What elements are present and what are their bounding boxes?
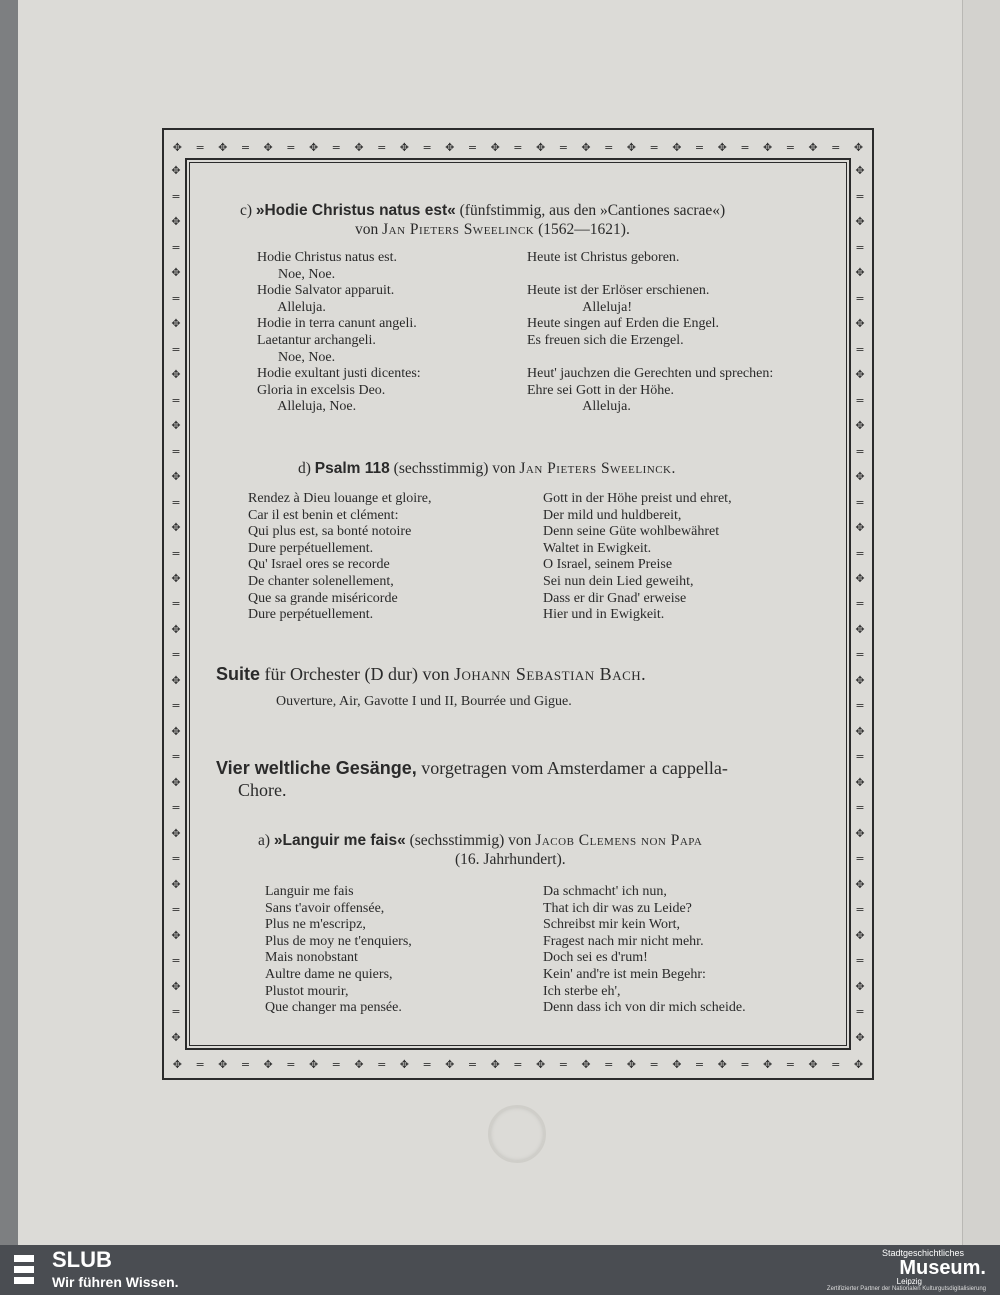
ornament-bar-icon: = xyxy=(855,444,865,458)
ornament-bar-icon: = xyxy=(855,597,865,611)
ornament-flower-icon: ✥ xyxy=(855,317,865,331)
section-c-german-text xyxy=(527,250,773,416)
verse-line: Rendez à Dieu louange et gloire, xyxy=(248,491,432,506)
verse-line: Languir me fais xyxy=(265,884,354,899)
ornament-bar-icon: = xyxy=(855,495,865,509)
verse-line: O Israel, seinem Preise xyxy=(543,557,673,573)
ornament-flower-icon: ✥ xyxy=(626,1057,637,1071)
ornament-flower-icon: ✥ xyxy=(855,571,865,585)
verse-line: Waltet in Ewigkeit. xyxy=(543,540,652,556)
ornament-flower-icon: ✥ xyxy=(171,164,181,178)
section-c-description: (fünfstimmig, aus den »Cantiones sacrae«) xyxy=(455,202,726,219)
ornament-flower-icon: ✥ xyxy=(855,164,865,178)
ornament-flower-icon: ✥ xyxy=(445,140,455,154)
ornament-flower-icon: ✥ xyxy=(171,521,181,535)
section-d-description: (sechsstimmig) von xyxy=(389,460,520,477)
verse-line: Schreibst mir kein Wort, xyxy=(543,917,681,933)
ornament-flower-icon: ✥ xyxy=(171,266,181,280)
ornament-bar-icon: = xyxy=(171,597,181,611)
ornament-flower-icon: ✥ xyxy=(581,140,591,154)
ornament-bar-icon: = xyxy=(195,140,205,154)
ornament-flower-icon: ✥ xyxy=(399,140,409,154)
ornament-bar-icon: = xyxy=(467,140,478,154)
ornament-bar-icon: = xyxy=(513,140,523,154)
ornament-flower-icon: ✥ xyxy=(855,622,865,636)
suite-title: Suite xyxy=(216,664,261,684)
verse-line: Dure perpétuellement. xyxy=(248,540,374,556)
section-d-title: Psalm 118 xyxy=(314,460,390,477)
ornament-flower-icon: ✥ xyxy=(626,140,637,154)
verse-line: Gloria in excelsis Deo. xyxy=(257,382,386,398)
ornament-bar-icon: = xyxy=(604,1057,614,1071)
ornament-bar-icon: = xyxy=(855,801,865,815)
section-d-composer: Jan Pieters Sweelinck. xyxy=(519,460,676,477)
section-c-dates: (1562—1621). xyxy=(534,221,630,238)
verse-line: Hodie Salvator apparuit. xyxy=(257,283,395,299)
ornament-bar-icon: = xyxy=(171,648,181,662)
ornament-bar-icon: = xyxy=(286,140,296,154)
verse-line: Que sa grande miséricorde xyxy=(248,590,398,606)
verse-line: Noe, Noe. xyxy=(257,266,336,282)
ornament-bar-icon: = xyxy=(855,954,865,968)
ornament-bar-icon: = xyxy=(855,699,865,713)
verse-line: Hodie Christus natus est. xyxy=(257,250,397,265)
ornament-bar-icon: = xyxy=(831,1057,841,1071)
ornament-bar-icon: = xyxy=(171,495,181,509)
ornament-flower-icon: ✥ xyxy=(171,724,181,738)
suite-heading xyxy=(216,664,646,685)
ornament-flower-icon: ✥ xyxy=(853,140,864,154)
ornament-bar-icon: = xyxy=(240,140,251,154)
ornament-flower-icon: ✥ xyxy=(354,140,364,154)
museum-name[interactable]: Museum. xyxy=(899,1257,986,1279)
verse-line: Heute ist Christus geboren. xyxy=(527,250,680,265)
ornament-bar-icon: = xyxy=(513,1057,523,1071)
section-a-label: a) xyxy=(258,832,274,849)
ornament-flower-icon: ✥ xyxy=(172,1057,182,1071)
ornament-flower-icon: ✥ xyxy=(263,140,273,154)
ornament-bar-icon: = xyxy=(558,140,568,154)
ornament-flower-icon: ✥ xyxy=(171,826,181,840)
section-c-label: c) xyxy=(240,202,256,219)
ornament-bar-icon: = xyxy=(195,1057,205,1071)
ornament-flower-icon: ✥ xyxy=(171,419,181,433)
ornament-bar-icon: = xyxy=(855,291,865,305)
verse-line: Alleluja. xyxy=(527,399,631,415)
section-d-german-text xyxy=(543,491,732,624)
ornament-flower-icon: ✥ xyxy=(171,470,181,484)
section-d-french-text xyxy=(248,491,431,624)
ornament-flower-icon: ✥ xyxy=(855,673,865,687)
ornament-flower-icon: ✥ xyxy=(855,775,865,789)
section-a-german-text xyxy=(543,884,746,1017)
museum-certification-note: Zertifizierter Partner der Nationalen Kulturgutsdigitalisierung xyxy=(826,1286,986,1292)
ornament-bar-icon: = xyxy=(855,903,865,917)
ornament-flower-icon: ✥ xyxy=(171,1030,181,1044)
ornament-bar-icon: = xyxy=(855,852,865,866)
ornament-flower-icon: ✥ xyxy=(855,368,865,382)
ornament-bar-icon: = xyxy=(649,140,659,154)
ornament-bar-icon: = xyxy=(855,240,865,254)
ornament-flower-icon: ✥ xyxy=(171,215,181,229)
verse-line xyxy=(527,350,773,367)
verse-line: Plus ne m'escripz, xyxy=(265,917,366,933)
verse-line: De chanter solenellement, xyxy=(248,573,394,589)
ornament-flower-icon: ✥ xyxy=(763,1057,773,1071)
verse-line xyxy=(527,267,773,284)
verse-line: Noe, Noe. xyxy=(257,349,336,365)
ornament-border-top xyxy=(166,136,870,158)
section-a-composer: Jacob Clemens non Papa xyxy=(535,832,703,849)
vier-description-continued: Chore. xyxy=(238,780,287,800)
section-c-latin-text xyxy=(257,250,421,416)
ornament-bar-icon: = xyxy=(694,140,705,154)
ornament-flower-icon: ✥ xyxy=(855,724,865,738)
ornament-flower-icon: ✥ xyxy=(581,1057,591,1071)
verse-line: Gott in der Höhe preist und ehret, xyxy=(543,491,732,506)
verse-line: Mais nonobstant xyxy=(265,950,358,966)
ornament-flower-icon: ✥ xyxy=(218,1057,228,1071)
ornament-bar-icon: = xyxy=(171,1005,181,1019)
ornament-bar-icon: = xyxy=(855,750,865,764)
ornament-border-bottom xyxy=(166,1053,870,1075)
ornament-bar-icon: = xyxy=(171,852,181,866)
ornament-flower-icon: ✥ xyxy=(855,826,865,840)
ornament-flower-icon: ✥ xyxy=(399,1057,409,1071)
ornament-bar-icon: = xyxy=(422,140,432,154)
ornament-flower-icon: ✥ xyxy=(855,470,865,484)
section-c-title: »Hodie Christus natus est« xyxy=(255,202,456,219)
ornament-bar-icon: = xyxy=(171,189,181,203)
verse-line: Es freuen sich die Erzengel. xyxy=(527,332,684,348)
embossed-seal xyxy=(488,1105,546,1163)
ornament-bar-icon: = xyxy=(604,140,614,154)
verse-line: Kein' and're ist mein Begehr: xyxy=(543,966,706,982)
ornament-flower-icon: ✥ xyxy=(855,215,865,229)
verse-line: Car il est benin et clément: xyxy=(248,507,399,523)
ornament-bar-icon: = xyxy=(422,1057,432,1071)
verse-line: Fragest nach mir nicht mehr. xyxy=(543,933,704,949)
suite-movements: Ouverture, Air, Gavotte I und II, Bourrée und Gigue. xyxy=(276,694,572,709)
ornament-bar-icon: = xyxy=(855,393,865,407)
verse-line: Plustot mourir, xyxy=(265,983,349,999)
next-page-edge xyxy=(962,0,1000,1245)
ornament-bar-icon: = xyxy=(171,750,181,764)
ornament-bar-icon: = xyxy=(171,546,181,560)
section-d-heading xyxy=(298,460,676,478)
ornament-bar-icon: = xyxy=(171,393,181,407)
ornament-flower-icon: ✥ xyxy=(853,1057,864,1071)
verse-line: Sans t'avoir offensée, xyxy=(265,900,385,916)
ornament-border-right xyxy=(849,158,871,1050)
ornament-flower-icon: ✥ xyxy=(855,266,865,280)
ornament-bar-icon: = xyxy=(855,648,865,662)
ornament-flower-icon: ✥ xyxy=(308,1057,319,1071)
verse-line: Hier und in Ewigkeit. xyxy=(543,607,665,623)
verse-line: Dure perpétuellement. xyxy=(248,607,374,623)
ornament-bar-icon: = xyxy=(785,1057,795,1071)
suite-description: für Orchester (D dur) von xyxy=(260,664,454,684)
ornament-flower-icon: ✥ xyxy=(855,877,865,891)
section-c-composer-prefix: von xyxy=(355,221,383,238)
ornament-bar-icon: = xyxy=(694,1057,705,1071)
ornament-flower-icon: ✥ xyxy=(354,1057,364,1071)
section-d-label: d) xyxy=(298,460,315,477)
ornament-flower-icon: ✥ xyxy=(855,1030,865,1044)
verse-line: Dass er dir Gnad' erweise xyxy=(543,590,687,606)
verse-line: Plus de moy ne t'enquiers, xyxy=(265,933,412,949)
ornament-flower-icon: ✥ xyxy=(171,775,181,789)
verse-line: Heute ist der Erlöser erschienen. xyxy=(527,283,710,299)
ornament-flower-icon: ✥ xyxy=(717,1057,727,1071)
ornament-flower-icon: ✥ xyxy=(672,140,682,154)
vier-title: Vier weltliche Gesänge, xyxy=(216,758,417,778)
verse-line: Alleluja! xyxy=(527,299,632,315)
section-a-dates: (16. Jahrhundert). xyxy=(455,851,566,868)
verse-line: Qu' Israel ores se recorde xyxy=(248,557,390,573)
ornament-bar-icon: = xyxy=(171,291,181,305)
ornament-flower-icon: ✥ xyxy=(717,140,727,154)
ornament-flower-icon: ✥ xyxy=(171,928,181,942)
ornament-bar-icon: = xyxy=(558,1057,568,1071)
ornament-flower-icon: ✥ xyxy=(490,140,500,154)
ornament-bar-icon: = xyxy=(171,699,181,713)
ornament-flower-icon: ✥ xyxy=(308,140,319,154)
ornament-flower-icon: ✥ xyxy=(855,979,865,993)
verse-line: Que changer ma pensée. xyxy=(265,1000,402,1016)
ornament-flower-icon: ✥ xyxy=(218,140,228,154)
ornament-bar-icon: = xyxy=(467,1057,478,1071)
verse-line: Heute singen auf Erden die Engel. xyxy=(527,316,720,332)
ornament-bar-icon: = xyxy=(855,1005,865,1019)
ornament-flower-icon: ✥ xyxy=(171,979,181,993)
ornament-flower-icon: ✥ xyxy=(171,622,181,636)
ornament-flower-icon: ✥ xyxy=(808,1057,818,1071)
ornament-flower-icon: ✥ xyxy=(855,928,865,942)
ornament-flower-icon: ✥ xyxy=(445,1057,455,1071)
ornament-bar-icon: = xyxy=(286,1057,296,1071)
ornament-border-left xyxy=(165,158,187,1050)
ornament-flower-icon: ✥ xyxy=(855,521,865,535)
ornament-flower-icon: ✥ xyxy=(171,673,181,687)
section-a-title: »Languir me fais« xyxy=(273,832,406,849)
verse-line: Denn dass ich von dir mich scheide. xyxy=(543,1000,746,1016)
ornament-flower-icon: ✥ xyxy=(263,1057,273,1071)
ornament-flower-icon: ✥ xyxy=(172,140,182,154)
ornament-flower-icon: ✥ xyxy=(171,877,181,891)
ornament-flower-icon: ✥ xyxy=(171,317,181,331)
section-c-composer: Jan Pieters Sweelinck xyxy=(382,221,535,238)
ornament-bar-icon: = xyxy=(171,801,181,815)
ornament-bar-icon: = xyxy=(831,140,841,154)
ornament-flower-icon: ✥ xyxy=(808,140,818,154)
slub-tagline: Wir führen Wissen. xyxy=(52,1274,179,1290)
section-a-description: (sechsstimmig) von xyxy=(405,832,536,849)
ornament-bar-icon: = xyxy=(377,140,387,154)
verse-line: Doch sei es d'rum! xyxy=(543,950,648,966)
verse-line: That ich dir was zu Leide? xyxy=(543,900,692,916)
verse-line: Aultre dame ne quiers, xyxy=(265,966,393,982)
verse-line: Ehre sei Gott in der Höhe. xyxy=(527,382,674,398)
ornament-bar-icon: = xyxy=(171,903,181,917)
ornament-bar-icon: = xyxy=(740,140,750,154)
ornament-bar-icon: = xyxy=(171,444,181,458)
museum-label-top: Stadtgeschichtliches xyxy=(881,1248,964,1258)
verse-line: Laetantur archangeli. xyxy=(257,332,376,348)
ornament-bar-icon: = xyxy=(855,342,865,356)
ornament-bar-icon: = xyxy=(331,1057,341,1071)
verse-line: Hodie in terra canunt angeli. xyxy=(257,316,417,332)
ornament-flower-icon: ✥ xyxy=(672,1057,682,1071)
museum-city: Leipzig xyxy=(896,1277,922,1286)
verse-line: Denn seine Güte wohlbewähret xyxy=(543,524,720,540)
ornament-bar-icon: = xyxy=(171,240,181,254)
ornament-bar-icon: = xyxy=(855,189,865,203)
ornament-bar-icon: = xyxy=(377,1057,387,1071)
verse-line: Sei nun dein Lied geweiht, xyxy=(543,573,694,589)
ornament-bar-icon: = xyxy=(855,546,865,560)
ornament-bar-icon: = xyxy=(171,954,181,968)
ornament-flower-icon: ✥ xyxy=(855,419,865,433)
ornament-bar-icon: = xyxy=(171,342,181,356)
section-c-heading xyxy=(240,202,725,220)
verse-line: Hodie exultant justi dicentes: xyxy=(257,366,421,382)
slub-logo-icon[interactable] xyxy=(12,1251,38,1289)
verse-line: Alleluja, Noe. xyxy=(257,399,357,415)
suite-composer: Johann Sebastian Bach. xyxy=(453,664,647,684)
ornament-flower-icon: ✥ xyxy=(171,368,181,382)
ornament-bar-icon: = xyxy=(331,140,341,154)
vier-heading xyxy=(216,758,728,779)
ornament-flower-icon: ✥ xyxy=(535,1057,546,1071)
ornament-flower-icon: ✥ xyxy=(763,140,773,154)
verse-line: Qui plus est, sa bonté notoire xyxy=(248,524,412,540)
slub-name[interactable]: SLUB xyxy=(52,1247,112,1272)
ornament-flower-icon: ✥ xyxy=(490,1057,500,1071)
verse-line: Alleluja. xyxy=(257,299,326,315)
section-c-composer-line xyxy=(355,221,630,239)
ornament-flower-icon: ✥ xyxy=(535,140,546,154)
ornament-bar-icon: = xyxy=(240,1057,251,1071)
verse-line: Ich sterbe eh', xyxy=(543,983,621,999)
verse-line: Der mild und huldbereit, xyxy=(543,507,682,523)
verse-line: Da schmacht' ich nun, xyxy=(543,884,667,899)
ornament-flower-icon: ✥ xyxy=(171,571,181,585)
section-a-heading xyxy=(258,832,702,850)
ornament-bar-icon: = xyxy=(649,1057,659,1071)
ornament-bar-icon: = xyxy=(785,140,795,154)
vier-description: vorgetragen vom Amsterdamer a cappella- xyxy=(416,758,728,778)
verse-line: Heut' jauchzen die Gerechten und sprechen: xyxy=(527,366,774,382)
ornament-bar-icon: = xyxy=(740,1057,750,1071)
section-a-french-text xyxy=(265,884,412,1017)
